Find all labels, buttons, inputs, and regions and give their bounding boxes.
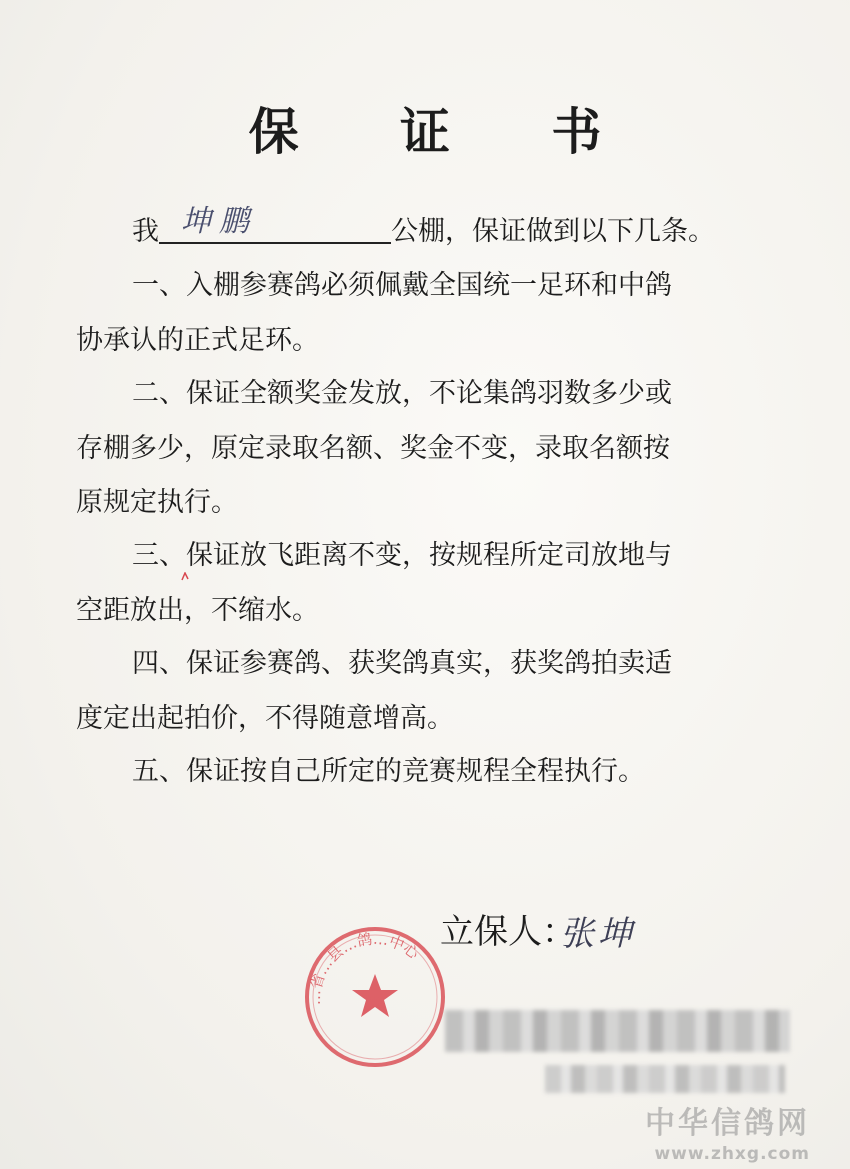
body-line: 三、保证放飞距离不变，按规程所定司放地与 bbox=[132, 540, 672, 571]
body-line: 协承认的正式足环。 bbox=[76, 325, 319, 356]
redacted-info-block bbox=[445, 1010, 790, 1052]
signer-label: 立保人： bbox=[440, 912, 576, 952]
body-line: 四、保证参赛鸽、获奖鸽真实，获奖鸽拍卖适 bbox=[132, 648, 672, 679]
intro-suffix: 公棚，保证做到以下几条。 bbox=[391, 216, 715, 247]
body-line: 原规定执行。 bbox=[76, 487, 238, 518]
site-watermark bbox=[645, 1098, 810, 1164]
redacted-info-block bbox=[545, 1065, 785, 1093]
body-line: 五、保证按自己所定的竞赛规程全程执行。 bbox=[132, 756, 645, 787]
body-line: 二、保证全额奖金发放，不论集鸽羽数多少或 bbox=[132, 378, 672, 409]
document-title: 保 证 书 bbox=[248, 102, 644, 161]
watermark-url: www.zhxg.com bbox=[654, 1144, 810, 1164]
name-blank bbox=[159, 204, 391, 244]
watermark-site-name: 中华信鸽网 bbox=[645, 1106, 810, 1141]
intro-line bbox=[132, 204, 715, 250]
body-line: 存棚多少，原定录取名额、奖金不变，录取名额按 bbox=[76, 433, 670, 464]
seal-stamp bbox=[300, 922, 450, 1072]
body-line: 空距放出，不缩水。 bbox=[76, 595, 319, 626]
handwritten-name: 坤鹏 bbox=[181, 204, 257, 239]
signature: 张坤 bbox=[560, 914, 636, 954]
body-line: 度定出起拍价，不得随意增高。 bbox=[76, 703, 454, 734]
intro-prefix: 我 bbox=[132, 216, 159, 247]
body-line: 一、入棚参赛鸽必须佩戴全国统一足环和中鸽 bbox=[132, 270, 672, 301]
ink-mark-icon bbox=[180, 572, 190, 582]
svg-text:…省…县…鸽…中心: …省…县…鸽…中心 bbox=[305, 929, 423, 1006]
